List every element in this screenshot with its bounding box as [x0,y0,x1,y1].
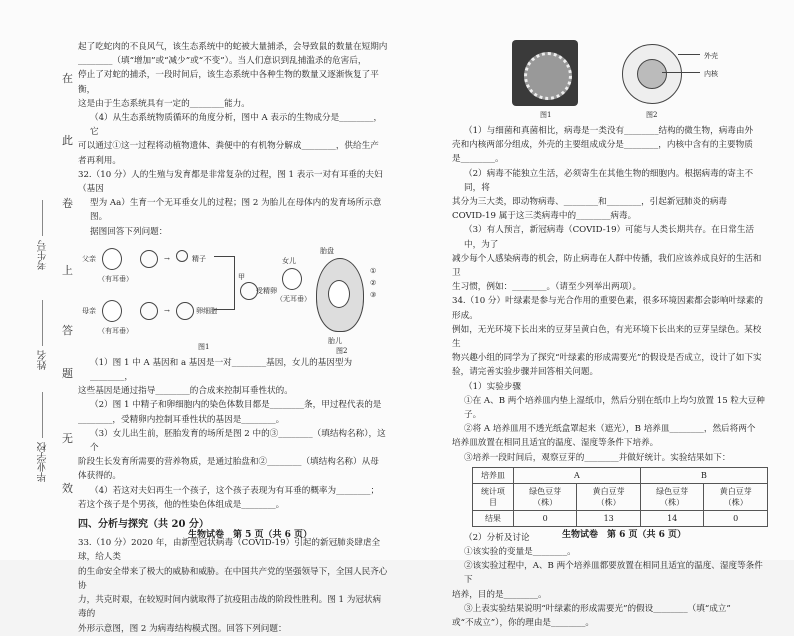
coronavirus-photo [512,40,578,106]
egg-label: 卵细胞 [196,306,217,315]
right-column [452,38,768,630]
fetus-label: 胎儿 [328,336,342,345]
ovary-cell-icon [140,302,158,320]
leader-line [662,72,700,73]
text-line: 其分为三大类，即动物病毒、________和________，引起新冠肺炎的病毒 [452,197,728,208]
text-line: 培养皿放置在相同且适宜的温度、湿度等条件下培养。 [452,438,659,449]
testis-cell-icon [140,250,158,268]
table-cell: 0 [513,510,577,526]
figure-1-caption: 图1 [198,342,210,351]
table-header: 统计项目 [473,483,514,510]
text-line: （3）有人预言，新冠病毒（COVID-19）可能与人类长期共存。在日常生活中，为了 [464,225,755,250]
binding-char: 题 [62,367,73,380]
text-line: 若这个孩子是个男孩，他的性染色体组成是________。 [78,499,285,510]
arrow: → [164,254,170,263]
text-line: ②将 A 培养皿用不透光纸盒罩起来（遮光），B 培养皿________，然后将两个 [464,424,756,435]
name-label: 姓名 [38,350,49,370]
marker-2: ② [370,278,377,287]
arrow: → [164,306,170,315]
virus-model-outer-icon [622,44,682,104]
text-line: 或“不成立”），你的理由是________。 [452,618,594,629]
text-line: （2）病毒不能独立生活，必须寄生在其他生物的细胞内。根据病毒的寄主不同，将 [464,168,754,193]
text-line: 是________。 [452,154,504,165]
text-line: 的生命安全带来了极大的威胁和威胁。在中国共产党的坚强领导下，全国人民齐心协 [78,566,388,591]
merge-bracket [214,256,235,310]
binding-margin [0,0,73,560]
table-row [473,510,768,526]
father-face-icon [102,248,122,270]
text-line: 体获得的。 [78,471,121,482]
binding-char: 效 [62,482,73,495]
sperm-icon [176,250,188,262]
text-line: 生习惯，例如：________。（请至少列举出两项）。 [452,282,642,293]
results-table [472,467,768,527]
text-line: 物兴趣小组的同学为了探究“叶绿素的形成需要光”的假设是否成立，设计了如下实 [452,353,762,364]
sperm-label: 精子 [192,254,206,263]
table-cell: 14 [640,510,704,526]
text-line: 型为 Aa）生育一个无耳垂女儿的过程；图 2 为胎儿在母体内的发育场所示意图。 [90,198,382,223]
text-line: （4）从生态系统物质循环的角度分析，图中 A 表示的生物成分是________，它 [90,113,383,138]
binding-char: 上 [62,264,73,277]
left-column [78,40,388,636]
table-cell: 结果 [473,510,514,526]
table-header: 绿色豆芽（株） [513,483,577,510]
subheading: （2）分析及讨论 [464,532,530,543]
daughter-sub-label: （无耳垂） [276,294,311,303]
daughter-face-icon [282,268,302,290]
table-header: A [513,467,640,483]
inner-core-label: 内核 [704,70,718,78]
text-line: ②该实验过程中，A、B 两个培养皿都要放置在相同且适宜的温度、湿度等条件下 [464,561,763,586]
daughter-label: 女儿 [282,256,296,265]
fetus-icon [328,280,350,308]
binding-char: 无 [62,432,73,445]
examinee-number-label: 考生号 [38,240,49,270]
text-line: 例如，无光环境下长出来的豆芽呈黄白色，有光环境下长出来的豆芽呈绿色。某校生 [452,324,762,350]
father-sub-label: （有耳垂） [98,274,133,283]
leader-line [678,54,700,55]
marker-1: ① [370,266,377,275]
placenta-label: 胎盘 [320,246,334,255]
question-34-stem: 34.（10 分）叶绿素是参与光合作用的重要色素，很多环境因素都会影响叶绿素的形成。 [452,296,763,321]
table-row [473,467,768,483]
zygote-label: 受精卵 [256,286,277,295]
text-line: COVID-19 属于这三类病毒中的________病毒。 [452,211,637,222]
table-cell: 0 [704,510,768,526]
mother-label: 母亲 [82,306,96,315]
school-label: 毕业学校 [38,442,49,482]
text-line: （3）女儿出生前，胚胎发育的场所是图 2 中的③________（填结构名称），这个 [90,428,386,454]
text-line: 起了吃蛇肉的不良风气，该生态系统中的蛇被大量捕杀，会导致鼠的数量在短期内 [78,42,388,52]
text-line: 可以通过①这一过程将动植物遗体、粪便中的有机物分解成________，供给生产 [78,141,379,152]
text-line: 停止了对蛇的捕杀，一段时间后，该生态系统中各种生物的数量又逐渐恢复了平衡， [78,70,379,95]
text-line: 减少每个人感染病毒的机会，防止病毒在人群中传播，我们应该养成良好的生活和卫 [452,253,762,279]
subheading: （1）实验步骤 [464,381,522,392]
figure-reproduction [78,242,388,354]
text-line: ________，受精卵内控制耳垂性状的基因是________。 [78,414,285,425]
text-line: 验，请完善实验步骤并回答相关问题。 [452,367,599,378]
text-line: 据图回答下列问题： [90,226,168,237]
binding-char: 卷 [62,197,73,210]
text-line: ③培养一段时间后，观察豆芽的________并做好统计。实验结果如下： [464,452,731,463]
process-jia-label: 甲 [238,272,245,281]
table-header: 培养皿 [473,467,514,483]
text-line: 这些基因是通过指导________的合成来控制耳垂性状的。 [78,386,293,397]
question-33-stem: 33.（10 分）2020 年，由新型冠状病毒（COVID-19）引起的新冠肺炎肆虐全球，给人类 [78,538,381,563]
figure-2-caption: 图2 [336,346,348,355]
text-line: （4）若这对夫妇再生一个孩子，这个孩子表现为有耳垂的概率为________； [90,485,380,496]
section-heading: 四、分析与探究（共 20 分） [78,519,209,531]
text-line: ③上表实验结果说明“叶绿素的形成需要光”的假设________（填“成立” [464,603,731,614]
outer-shell-label: 外壳 [704,52,718,60]
binding-char: 此 [62,134,73,147]
mother-face-icon [102,300,122,322]
marker-3: ③ [370,290,377,299]
name-line[interactable] [42,300,43,346]
virus-figure-2-caption: 图2 [646,111,658,119]
text-line: 这是由于生态系统具有一定的________能力。 [78,98,250,109]
text-line: （1）图 1 中 A 基因和 a 基因是一对________基因，女儿的基因型为________， [90,357,353,383]
table-header: 黄白豆芽（株） [577,483,641,510]
text-line: 者再利用。 [78,155,121,166]
question-32-stem: 32.（10 分）人的生殖与发育都是非常复杂的过程，图 1 表示一对有耳垂的夫妇（基因 [78,169,383,195]
mother-sub-label: （有耳垂） [98,326,133,335]
table-row [473,483,768,510]
text-line: 外形示意图，图 2 为病毒结构模式图。回答下列问题： [78,623,287,634]
table-cell: 13 [577,510,641,526]
text-line: ________（填“增加”或“减少”或“不变”）。当人们意识到乱捕滥杀的危害后， [78,56,367,67]
virus-figure-1-caption: 图1 [540,111,552,119]
father-label: 父亲 [82,254,96,263]
text-line: 壳和内核两部分组成，外壳的主要组成成分是________，内核中含有的主要物质 [452,140,753,151]
table-header: 黄白豆芽（株） [704,483,768,510]
figure-virus [452,38,768,120]
egg-icon [176,302,194,320]
text-line: 阶段生长发育所需要的营养物质，是通过胎盘和②________（填结构名称）从母 [78,457,379,468]
page-footer-right: 生物试卷 第 6 页（共 6 页） [562,530,687,540]
examinee-number-line[interactable] [42,200,43,236]
binding-char: 在 [62,72,73,85]
school-line[interactable] [42,392,43,438]
text-line: ①在 A、B 两个培养皿内垫上湿纸巾，然后分别在纸巾上均匀放置 15 粒大豆种子。 [464,395,765,421]
text-line: 力，共克时艰，在较短时间内就取得了抗疫阻击战的阶段性胜利。图 1 为冠状病毒的 [78,595,382,620]
text-line: 培养，目的是________。 [452,589,547,600]
table-header: 绿色豆芽（株） [640,483,704,510]
text-line: （1）与细菌和真菌相比，病毒是一类没有________结构的微生物，病毒由外 [464,126,754,136]
binding-char: 答 [62,324,73,337]
text-line: ①该实验的变量是________。 [464,547,576,558]
text-line: （2）图 1 中精子和卵细胞内的染色体数目都是________条，甲过程代表的是 [90,400,382,411]
page-footer-left: 生物试卷 第 5 页（共 6 页） [188,530,313,540]
table-header: B [640,467,767,483]
